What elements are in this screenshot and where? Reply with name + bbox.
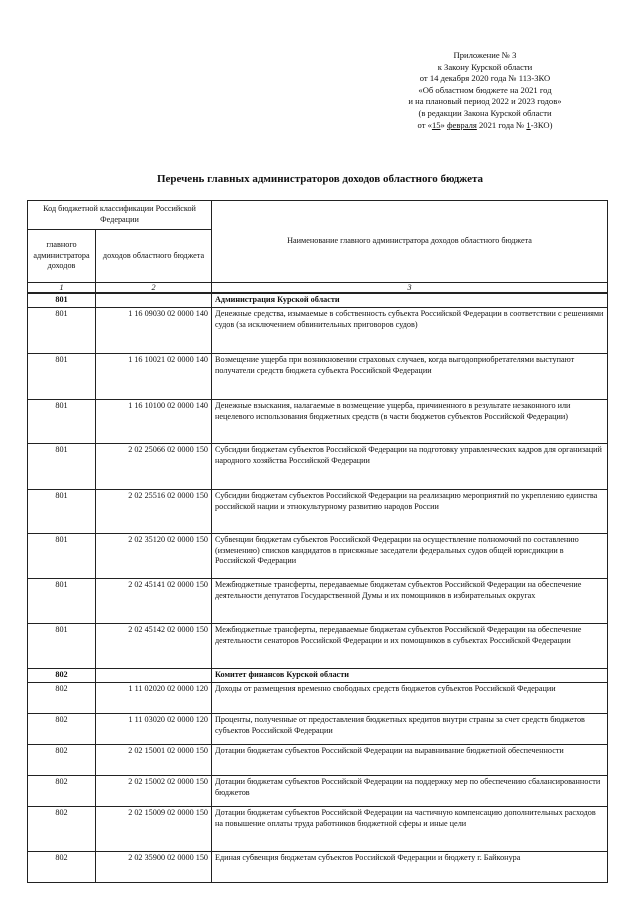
- admin-code-cell: 802: [28, 669, 96, 683]
- name-cell: Комитет финансов Курской области: [212, 669, 608, 683]
- amendment-suffix: -ЗКО): [530, 119, 553, 130]
- name-cell: Возмещение ущерба при возникновении страховых случаев, когда выгодоприобретателями выступают получатели средств бюджета субъекта Российской Федерации: [212, 354, 608, 400]
- admin-code-cell: 801: [28, 624, 96, 669]
- admin-code-cell: 801: [28, 293, 96, 308]
- name-cell: Денежные взыскания, налагаемые в возмещение ущерба, причиненного в результате незаконного или нецелевого использования бюджетных средств (в части бюджетов субъектов Российской Федерации): [212, 400, 608, 444]
- header-admin-name: Наименование главного администратора доходов областного бюджета: [212, 201, 608, 283]
- appendix-line: к Закону Курской области: [437, 61, 533, 72]
- admin-code-cell: 801: [28, 400, 96, 444]
- column-number: 3: [212, 283, 608, 294]
- table-row: [28, 354, 608, 400]
- income-code-cell: 2 02 25066 02 0000 150: [96, 444, 212, 490]
- income-code-cell: 2 02 45141 02 0000 150: [96, 579, 212, 624]
- admin-code-cell: 802: [28, 714, 96, 745]
- income-code-cell: 2 02 45142 02 0000 150: [96, 624, 212, 669]
- name-cell: Единая субвенция бюджетам субъектов Российской Федерации и бюджету г. Байконура: [212, 852, 608, 883]
- admin-code-cell: 802: [28, 852, 96, 883]
- admin-code-cell: 802: [28, 683, 96, 714]
- table-row: [28, 714, 608, 745]
- table-header-row: [28, 201, 608, 230]
- appendix-line: «Об областном бюджете на 2021 год: [418, 84, 552, 95]
- document-title: Перечень главных администраторов доходов областного бюджета: [156, 173, 484, 185]
- income-code-cell: [96, 293, 212, 308]
- name-cell: Межбюджетные трансферты, передаваемые бюджетам субъектов Российской Федерации на обеспечение деятельности депутатов Государственной Думы и их помощников в избирательных округах: [212, 579, 608, 624]
- name-cell: Администрация Курской области: [212, 293, 608, 308]
- income-code-cell: 1 16 10021 02 0000 140: [96, 354, 212, 400]
- amendment-prefix: от «: [417, 119, 432, 130]
- admin-code-cell: 801: [28, 444, 96, 490]
- table-row: [28, 444, 608, 490]
- amendment-mid: 2021 года №: [476, 119, 527, 130]
- income-code-cell: [96, 669, 212, 683]
- section-row: [28, 669, 608, 683]
- appendix-line: Приложение № 3: [453, 50, 517, 60]
- amendment-day: 15: [431, 119, 441, 130]
- income-code-cell: 1 11 03020 02 0000 120: [96, 714, 212, 745]
- column-number: 1: [28, 283, 96, 294]
- income-code-cell: 2 02 15002 02 0000 150: [96, 776, 212, 807]
- name-cell: Субсидии бюджетам субъектов Российской Федерации на реализацию мероприятий по укреплению единства российской нации и этнокультурному развитию народов России: [212, 490, 608, 534]
- name-cell: Субвенции бюджетам субъектов Российской Федерации на осуществление полномочий по составлению (изменению) списков кандидатов в присяжные заседатели федеральных судов общей юрисдикции в Российской Федерации: [212, 534, 608, 579]
- section-row: [28, 293, 608, 308]
- income-code-cell: 1 16 10100 02 0000 140: [96, 400, 212, 444]
- income-code-cell: 2 02 35900 02 0000 150: [96, 852, 212, 883]
- income-code-cell: 1 11 02020 02 0000 120: [96, 683, 212, 714]
- column-number-row: [28, 283, 608, 294]
- income-code-cell: 2 02 25516 02 0000 150: [96, 490, 212, 534]
- amendment-month: февраля: [446, 119, 477, 130]
- table-row: [28, 308, 608, 354]
- amendment-number: 1: [526, 119, 531, 130]
- admin-code-cell: 801: [28, 490, 96, 534]
- amendment-mid: »: [440, 119, 447, 130]
- name-cell: Дотации бюджетам субъектов Российской Федерации на частичную компенсацию дополнительных расходов на повышение оплаты труда работников бюджетной сферы и иные цели: [212, 807, 608, 852]
- income-code-cell: 1 16 09030 02 0000 140: [96, 308, 212, 354]
- name-cell: Дотации бюджетам субъектов Российской Федерации на поддержку мер по обеспечению сбалансированности бюджетов: [212, 776, 608, 807]
- admin-code-cell: 801: [28, 308, 96, 354]
- table-row: [28, 745, 608, 776]
- table-row: [28, 534, 608, 579]
- table-row: [28, 490, 608, 534]
- column-number: 2: [96, 283, 212, 294]
- name-cell: Денежные средства, изымаемые в собственность субъекта Российской Федерации в соответствии с решениями судов (за исключением обвинительных приговоров судов): [212, 308, 608, 354]
- header-classification-code: Код бюджетной классификации Российской Федерации: [28, 201, 212, 230]
- appendix-block: [360, 50, 610, 131]
- admin-code-cell: 802: [28, 776, 96, 807]
- appendix-line: и на плановый период 2022 и 2023 годов»: [408, 96, 562, 107]
- appendix-line-amendment: [360, 120, 610, 132]
- admin-code-cell: 801: [28, 354, 96, 400]
- name-cell: Межбюджетные трансферты, передаваемые бюджетам субъектов Российской Федерации на обеспечение деятельности сенаторов Российской Федерации и их помощников в субъектах Российской Федерации: [212, 624, 608, 669]
- table-row: [28, 807, 608, 852]
- admin-code-cell: 801: [28, 534, 96, 579]
- table-row: [28, 852, 608, 883]
- admin-code-cell: 802: [28, 745, 96, 776]
- income-code-cell: 2 02 15001 02 0000 150: [96, 745, 212, 776]
- header-income-code: доходов областного бюджета: [96, 230, 212, 283]
- table-row: [28, 776, 608, 807]
- admin-code-cell: 801: [28, 579, 96, 624]
- table-row: [28, 579, 608, 624]
- administrators-table: [27, 200, 608, 883]
- name-cell: Субсидии бюджетам субъектов Российской Федерации на подготовку управленческих кадров для организаций народного хозяйства Российской Федерации: [212, 444, 608, 490]
- table-row: [28, 624, 608, 669]
- appendix-line: (в редакции Закона Курской области: [418, 107, 552, 118]
- income-code-cell: 2 02 35120 02 0000 150: [96, 534, 212, 579]
- name-cell: Проценты, полученные от предоставления бюджетных кредитов внутри страны за счет средств бюджетов субъектов Российской Федерации: [212, 714, 608, 745]
- header-main-admin: главного администратора доходов: [28, 230, 96, 283]
- name-cell: Дотации бюджетам субъектов Российской Федерации на выравнивание бюджетной обеспеченности: [212, 745, 608, 776]
- income-code-cell: 2 02 15009 02 0000 150: [96, 807, 212, 852]
- name-cell: Доходы от размещения временно свободных средств бюджетов субъектов Российской Федерации: [212, 683, 608, 714]
- appendix-line: от 14 декабря 2020 года № 113-ЗКО: [419, 73, 551, 84]
- table-row: [28, 683, 608, 714]
- admin-code-cell: 802: [28, 807, 96, 852]
- table-row: [28, 400, 608, 444]
